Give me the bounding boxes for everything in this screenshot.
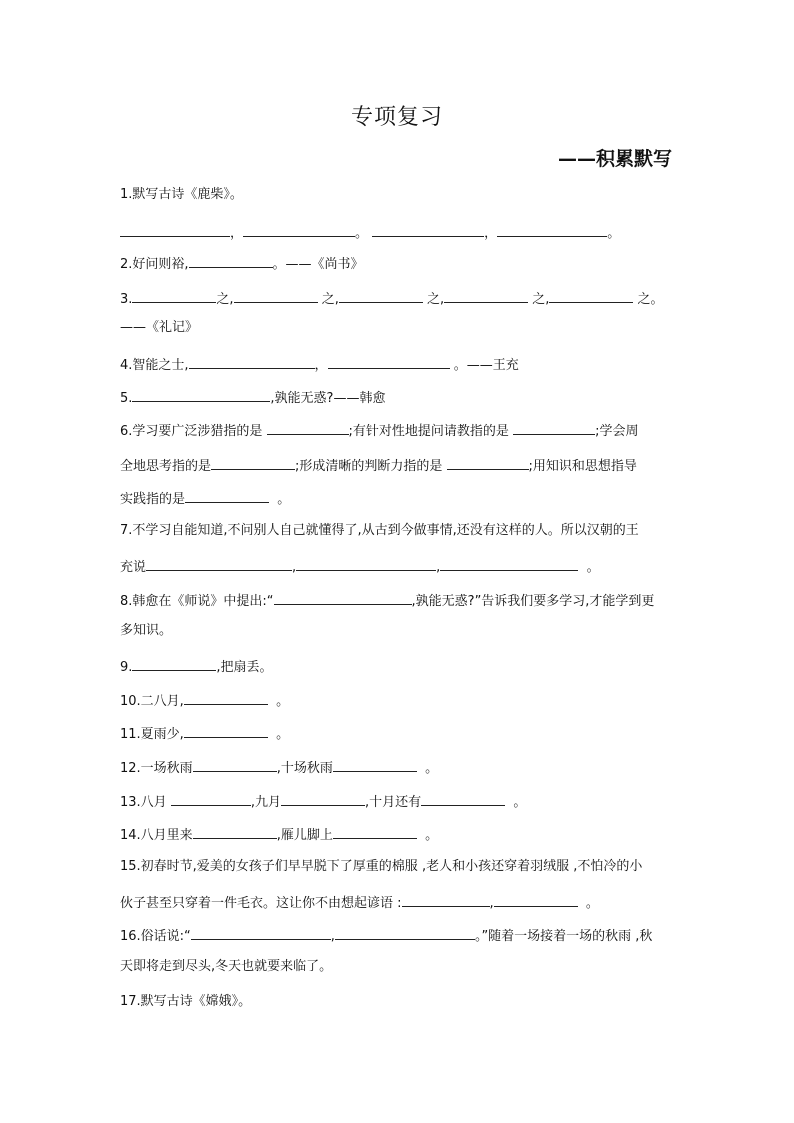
answer-blank[interactable] bbox=[333, 757, 417, 772]
question-11 bbox=[120, 723, 289, 744]
question-text: 。 bbox=[277, 492, 291, 507]
question-text: 。 bbox=[425, 761, 439, 776]
question-6-line-1 bbox=[120, 420, 638, 441]
answer-blank[interactable] bbox=[191, 925, 331, 940]
answer-blank[interactable] bbox=[193, 824, 277, 839]
answer-blank[interactable] bbox=[494, 892, 578, 907]
question-text: 11.夏雨少, bbox=[120, 727, 184, 742]
question-text: 。”随着一场接着一场的秋雨 ,秋 bbox=[474, 929, 653, 944]
page-subtitle: ——积累默写 bbox=[557, 148, 672, 170]
question-text: 4.智能之士, bbox=[120, 358, 189, 373]
question-text: ;形成清晰的判断力指的是 bbox=[295, 459, 443, 474]
question-text: 之, bbox=[532, 292, 550, 307]
answer-blank[interactable] bbox=[402, 892, 490, 907]
question-text: 。 bbox=[276, 694, 290, 709]
punct: , bbox=[330, 929, 335, 944]
question-text: 之, bbox=[321, 292, 339, 307]
answer-blank[interactable] bbox=[549, 288, 633, 303]
answer-blank[interactable] bbox=[267, 420, 349, 435]
punct: ， bbox=[314, 358, 328, 373]
answer-blank[interactable] bbox=[335, 925, 475, 940]
answer-blank[interactable] bbox=[440, 556, 578, 571]
question-6-line-3 bbox=[120, 488, 290, 509]
question-text: 全地思考指的是 bbox=[120, 459, 212, 474]
answer-blank[interactable] bbox=[120, 222, 230, 237]
answer-blank[interactable] bbox=[333, 824, 417, 839]
answer-blank[interactable] bbox=[146, 556, 292, 571]
answer-blank[interactable] bbox=[132, 288, 216, 303]
question-text: 13.八月 bbox=[120, 795, 167, 810]
answer-blank[interactable] bbox=[184, 723, 268, 738]
question-text: 9. bbox=[120, 660, 133, 675]
answer-blank[interactable] bbox=[184, 690, 268, 705]
question-2 bbox=[120, 253, 364, 274]
question-text: ,孰能无惑?”告诉我们要多学习,才能学到更 bbox=[411, 594, 655, 609]
question-text: 。 bbox=[276, 727, 290, 742]
question-text: 。——王充 bbox=[453, 358, 519, 373]
punct: ， bbox=[484, 226, 498, 241]
question-7-line-2 bbox=[120, 556, 600, 577]
question-10 bbox=[120, 690, 289, 711]
answer-blank[interactable] bbox=[497, 222, 607, 237]
punct: 。 bbox=[607, 226, 621, 241]
question-text: 之, bbox=[426, 292, 445, 307]
answer-blank[interactable] bbox=[296, 556, 436, 571]
question-text: ,十月还有 bbox=[364, 795, 422, 810]
question-text: 12.一场秋雨 bbox=[120, 761, 193, 776]
question-text: 。 bbox=[586, 560, 600, 575]
answer-blank[interactable] bbox=[274, 590, 412, 605]
punct: ， bbox=[230, 226, 244, 241]
question-text: ;有针对性地提问请教指的是 bbox=[348, 424, 509, 439]
question-14 bbox=[120, 824, 438, 845]
question-text: 10.二八月, bbox=[120, 694, 184, 709]
question-16-line-1 bbox=[120, 925, 652, 946]
question-text: 6.学习要广泛涉猎指的是 bbox=[120, 424, 263, 439]
question-text: 。 bbox=[425, 828, 439, 843]
answer-blank[interactable] bbox=[513, 420, 595, 435]
answer-blank[interactable] bbox=[447, 455, 529, 470]
question-text: 8.韩愈在《师说》中提出:“ bbox=[120, 594, 274, 609]
question-text: 16.俗话说:“ bbox=[120, 929, 191, 944]
question-text: 充说 bbox=[120, 560, 147, 575]
question-text: 。——《尚书》 bbox=[272, 257, 364, 272]
answer-blank[interactable] bbox=[339, 288, 423, 303]
question-1-blanks bbox=[120, 222, 620, 243]
question-3-source: ——《礼记》 bbox=[120, 320, 199, 335]
answer-blank[interactable] bbox=[243, 222, 355, 237]
question-text: ;学会周 bbox=[595, 424, 639, 439]
answer-blank[interactable] bbox=[132, 656, 216, 671]
question-15-line-1: 15.初春时节,爱美的女孩子们早早脱下了厚重的棉服 ,老人和小孩还穿着羽绒服 ,不怕冷的小 bbox=[120, 859, 643, 874]
question-1-label: 1.默写古诗《鹿柴》。 bbox=[120, 187, 243, 202]
question-15-line-2 bbox=[120, 892, 599, 913]
question-3 bbox=[120, 288, 664, 309]
question-8-line-1 bbox=[120, 590, 654, 611]
question-text: 实践指的是 bbox=[120, 492, 186, 507]
answer-blank[interactable] bbox=[444, 288, 528, 303]
question-text: ,九月 bbox=[250, 795, 281, 810]
question-7-line-1: 7.不学习自能知道,不问别人自己就懂得了,从古到今做事情,还没有这样的人。所以汉朝的王 bbox=[120, 523, 639, 538]
answer-blank[interactable] bbox=[234, 288, 318, 303]
question-4 bbox=[120, 354, 519, 375]
answer-blank[interactable] bbox=[132, 387, 270, 402]
answer-blank[interactable] bbox=[281, 791, 365, 806]
answer-blank[interactable] bbox=[372, 222, 484, 237]
question-text: ,雁儿脚上 bbox=[276, 828, 333, 843]
question-13 bbox=[120, 791, 526, 812]
question-16-line-2: 天即将走到尽头,冬天也就要来临了。 bbox=[120, 959, 333, 974]
question-text: ;用知识和思想指导 bbox=[528, 459, 637, 474]
answer-blank[interactable] bbox=[189, 253, 273, 268]
question-text: 2.好问则裕, bbox=[120, 257, 189, 272]
punct: , bbox=[489, 896, 494, 911]
punct: , bbox=[436, 560, 441, 575]
answer-blank[interactable] bbox=[328, 354, 450, 369]
question-text: 14.八月里来 bbox=[120, 828, 193, 843]
question-6-line-2 bbox=[120, 455, 637, 476]
question-text: 之, bbox=[216, 292, 234, 307]
question-text: 3. bbox=[120, 292, 133, 307]
answer-blank[interactable] bbox=[211, 455, 295, 470]
punct: 。 bbox=[355, 226, 369, 241]
page-title: 专项复习 bbox=[350, 105, 443, 130]
question-5 bbox=[120, 387, 385, 408]
answer-blank[interactable] bbox=[421, 791, 505, 806]
answer-blank[interactable] bbox=[185, 488, 269, 503]
question-text: ,十场秋雨 bbox=[276, 761, 333, 776]
question-text: ,把扇丢。 bbox=[216, 660, 273, 675]
question-text: 之。 bbox=[637, 292, 664, 307]
question-text: 伙子甚至只穿着一件毛衣。这让你不由想起谚语 : bbox=[120, 896, 402, 911]
question-9 bbox=[120, 656, 273, 677]
question-text: 5. bbox=[120, 391, 133, 406]
question-8-line-2: 多知识。 bbox=[120, 623, 173, 638]
answer-blank[interactable] bbox=[171, 791, 251, 806]
punct: , bbox=[292, 560, 297, 575]
answer-blank[interactable] bbox=[193, 757, 277, 772]
answer-blank[interactable] bbox=[189, 354, 315, 369]
question-text: 。 bbox=[513, 795, 527, 810]
question-17-label: 17.默写古诗《嫦娥》。 bbox=[120, 994, 252, 1009]
question-text: 。 bbox=[585, 896, 599, 911]
question-text: ,孰能无惑?——韩愈 bbox=[270, 391, 386, 406]
question-12 bbox=[120, 757, 438, 778]
